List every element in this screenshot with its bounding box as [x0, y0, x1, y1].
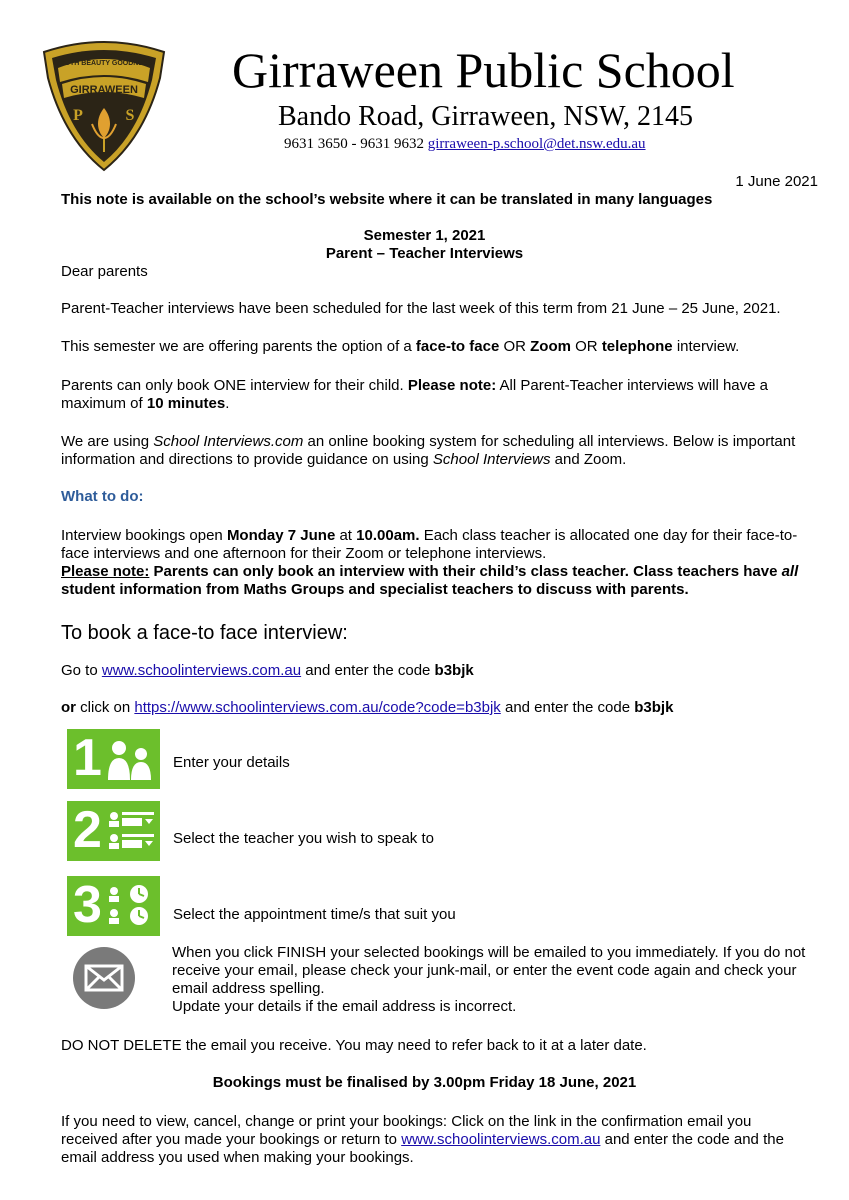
do-not-delete-note: DO NOT DELETE the email you receive. You may need to refer back to it at a later date. — [61, 1037, 647, 1054]
schoolinterviews-code-link[interactable]: https://www.schoolinterviews.com.au/code?code=b3bjk — [134, 699, 501, 716]
text: student information from Maths Groups and specialist teachers to discuss with parents. — [61, 581, 689, 598]
step-1-text: Enter your details — [173, 754, 290, 771]
svg-text:TRUTH BEAUTY GOODNESS: TRUTH BEAUTY GOODNESS — [55, 60, 153, 67]
text: interview. — [672, 338, 740, 355]
step-number: 1 — [73, 729, 102, 787]
or-text: or — [61, 699, 76, 716]
text: and enter the code — [301, 662, 435, 679]
crest-svg — [40, 38, 168, 172]
event-code: b3bjk — [434, 662, 474, 679]
school-contact — [284, 135, 646, 153]
please-note-text: Please note: — [407, 377, 497, 394]
text: and Zoom. — [550, 451, 627, 468]
step-2-icon — [67, 801, 160, 861]
school-phone: 9631 3650 - 9631 9632 — [284, 136, 424, 152]
text: Each class teacher is allocated one day for their face-to-face interviews and one afternoon for their Zoom or telephone interviews. — [61, 527, 798, 562]
paragraph-school-interviews — [61, 433, 796, 469]
paragraph-one-interview — [61, 377, 811, 413]
text: and enter the code — [500, 699, 635, 716]
letter-date: 1 June 2021 — [735, 173, 818, 190]
text: at — [335, 527, 357, 544]
text: This semester we are offering parents the option of a — [61, 338, 416, 355]
ten-minutes-text: 10 minutes — [146, 395, 226, 412]
greeting: Dear parents — [61, 263, 148, 280]
manage-bookings-instructions — [61, 1113, 796, 1167]
event-code: b3bjk — [634, 699, 674, 716]
translate-note: This note is available on the school’s website where it can be translated in many languages — [61, 191, 713, 208]
face-to-face-text: face-to face — [415, 338, 500, 355]
step-number: 2 — [73, 801, 102, 859]
title-interviews: Parent – Teacher Interviews — [325, 245, 524, 262]
paragraph-class-teacher — [61, 563, 821, 599]
school-crest-logo — [40, 38, 168, 172]
step-3-text: Select the appointment time/s that suit you — [173, 906, 456, 923]
goto-instructions — [61, 662, 474, 680]
step-number: 3 — [73, 876, 102, 934]
school-name: Girraween Public School — [232, 42, 735, 98]
schoolinterviews-link[interactable]: www.schoolinterviews.com.au — [401, 1131, 601, 1148]
all-text: all — [781, 563, 799, 580]
svg-text:GIRRAWEEN: GIRRAWEEN — [70, 84, 138, 96]
school-interviews-name: School Interviews — [432, 451, 551, 468]
text: Parents can only book ONE interview for their child. — [61, 377, 408, 394]
text: If you need to view, cancel, change or print your bookings: Click on the link in the confirmation email you received after you made your bookings or return to — [61, 1113, 752, 1148]
zoom-text: Zoom — [530, 338, 571, 355]
what-to-do-heading: What to do: — [61, 488, 144, 505]
text: Go to — [61, 662, 102, 679]
school-interviews-name: School Interviews.com — [153, 433, 304, 450]
paragraph-schedule: Parent-Teacher interviews have been scheduled for the last week of this term from 21 June – 25 June, 2021. — [61, 300, 781, 317]
text: We are using — [61, 433, 154, 450]
paragraph-bookings-open — [61, 527, 819, 563]
people-icon — [107, 738, 157, 782]
text: an online booking system for scheduling all interviews. Below is important information and directions to provide guidance on using — [61, 433, 796, 468]
schoolinterviews-link[interactable]: www.schoolinterviews.com.au — [101, 662, 302, 679]
open-date-text: Monday 7 June — [226, 527, 336, 544]
text: and enter the code and the email address you used when making your bookings. — [61, 1131, 784, 1166]
text: OR — [570, 338, 602, 355]
school-address: Bando Road, Girraween, NSW, 2145 — [278, 101, 694, 132]
svg-text:P: P — [73, 107, 83, 124]
step-3-icon — [67, 876, 160, 936]
update-details-text: Update your details if the email address is incorrect. — [172, 998, 517, 1015]
appointment-clock-icon — [107, 883, 157, 929]
text: . — [225, 395, 230, 412]
email-envelope-icon — [72, 946, 136, 1010]
step-1-icon — [67, 729, 160, 789]
text: click on — [76, 699, 135, 716]
text: All Parent-Teacher interviews will have a maximum of — [61, 377, 768, 412]
text: Interview bookings open — [61, 527, 227, 544]
title-semester: Semester 1, 2021 — [363, 227, 486, 244]
open-time-text: 10.00am. — [356, 527, 420, 544]
finish-text: When you click FINISH your selected bookings will be emailed to you immediately. If you do not receive your email, please check your junk-mail, or enter the event code again and check your email address spelling. — [172, 944, 806, 997]
paragraph-options — [61, 338, 739, 356]
click-instructions — [61, 699, 673, 717]
text: Parents can only book an interview with their child’s class teacher. Class teachers have — [149, 563, 782, 580]
section-heading-face-to-face: To book a face-to face interview: — [61, 622, 348, 644]
school-email-link[interactable]: girraween-p.school@det.nsw.edu.au — [427, 136, 646, 152]
please-note-text: Please note: — [61, 563, 150, 580]
bookings-deadline: Bookings must be finalised by 3.00pm Friday 18 June, 2021 — [212, 1074, 637, 1091]
teacher-list-icon — [107, 808, 157, 854]
telephone-text: telephone — [601, 338, 673, 355]
text: OR — [499, 338, 531, 355]
svg-text:S: S — [125, 107, 135, 124]
step-2-text: Select the teacher you wish to speak to — [173, 830, 434, 847]
finish-instructions — [172, 944, 820, 1016]
